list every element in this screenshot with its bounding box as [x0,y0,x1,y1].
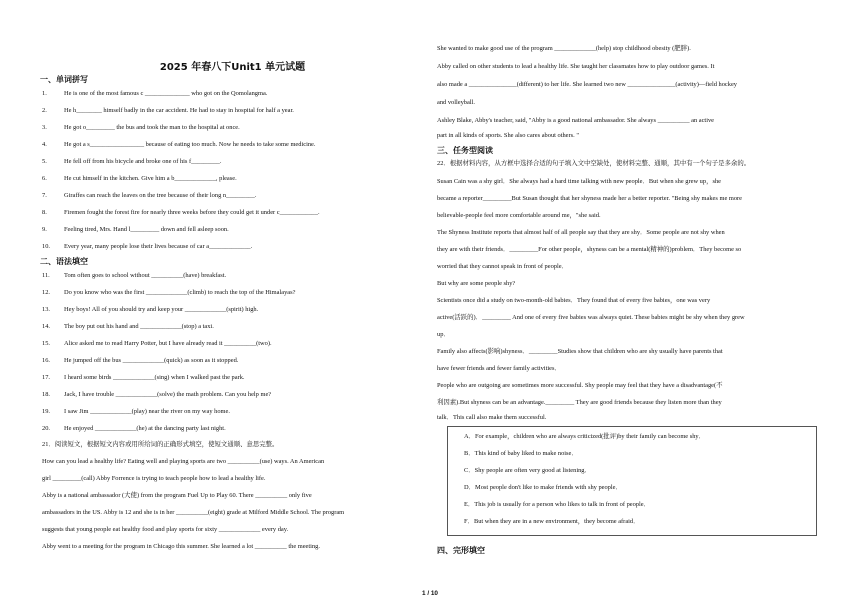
passage-21-line: Abby went to a meeting for the program in Chicago this summer. She learned a lot __________ the meeting. [42,543,320,550]
question-13: 13. Hey boys! All of you should try and keep your _____________(spirit) high. [42,306,259,313]
question-10: 10. Every year, many people lose their lives because of car a_____________. [42,243,253,250]
passage-22-line: But why are some people shy? [437,280,516,287]
section-heading-grammar: 二、语法填空 [40,257,88,266]
question-3: 3. He got o_________ the bus and took the man to the hospital at once. [42,124,240,131]
question-8: 8. Firemen fought the forest fire for nearly three weeks before they could get it under c____________. [42,209,320,216]
passage-21-line: She wanted to make good use of the program _____________(help) stop childhood obesity (肥胖). [437,45,691,52]
passage-21-line: also made a _______________(different) to her life. She learned two new _______________(activity)—field hockey [437,81,737,88]
passage-21-line: Ashley Blake, Abby's teacher, said, "Abby is a good national ambassador. She always __________ an active [437,117,714,124]
passage-22-line: believable-people feel more comfortable around me，"she said. [437,212,601,219]
section-heading-spelling: 一、单词拼写 [40,75,88,84]
question-4: 4. He got a s_________________ because of eating too much. Now he needs to take some medicine. [42,141,316,148]
question-20: 20. He enjoyed _____________(he) at the dancing party last night. [42,425,226,432]
passage-22-line: up． [437,331,450,338]
question-22-instruction: 22．根据材料内容，从方框中选择合适的句子填入文中空缺处，使材料完整、通顺，其中有一个句子是多余的。 [437,160,751,167]
question-12: 12. Do you know who was the first _____________(climb) to reach the top of the Himalayas? [42,289,296,296]
question-16: 16. He jumped off the bus _____________(quick) as soon as it stopped. [42,357,239,364]
question-2: 2. He h________ himself badly in the car accident. He had to stay in hospital for half a year. [42,107,294,114]
question-21-instruction: 21．阅读短文，根据短文内容或用所给词的正确形式填空，使短文通顺、意思完整。 [42,441,279,448]
question-17: 17. I heard some birds _____________(sing) when I walked past the park. [42,374,245,381]
question-7: 7. Giraffes can reach the leaves on the tree because of their long n_________. [42,192,257,199]
page-number: 1 / 10 [422,590,438,597]
passage-22-line: active(活跃的)．_________ And one of every five babies was always quiet. These babies might be shy when they grew [437,314,745,321]
passage-22-line: have fewer friends and fewer family activities． [437,365,561,372]
passage-22-line: worried that they cannot speak in front of people． [437,263,568,270]
passage-22-line: 利因素).But shyness can be an advantage._________ They are good friends because they listen more than they [437,399,722,406]
option-d: D．Most people don't like to make friends with shy people． [464,484,622,491]
passage-22-line: became a reporter_________But Susan thought that her shyness made her a better reporter. "Being shy makes me more [437,195,743,202]
passage-21-line: suggests that young people eat healthy food and play sports for sixty _____________ every day. [42,526,289,533]
question-18: 18. Jack, I have trouble _____________(solve) the math problem. Can you help me? [42,391,272,398]
passage-21-line: Abby is a national ambassador (大使) from the program Fuel Up to Play 60. There __________ only five [42,492,312,499]
passage-22-line: People who are outgoing are sometimes more successful. Shy people may feel that they have a disadvantage(不 [437,382,723,389]
question-5: 5. He fell off from his bicycle and broke one of his f_________. [42,158,222,165]
question-11: 11. Tom often goes to school without __________(have) breakfast. [42,272,227,279]
question-19: 19. I saw Jim _____________(play) near the river on my way home. [42,408,230,415]
question-15: 15. Alice asked me to read Harry Potter, but I have already read it __________(two). [42,340,272,347]
passage-21-line: and volleyball. [437,99,475,106]
option-e: E．This job is usually for a person who likes to talk in front of people． [464,501,651,508]
option-f: F．But when they are in a new environment，they become afraid． [464,518,640,525]
option-c: C．Shy people are often very good at listening． [464,467,591,474]
question-1: 1. He is one of the most famous c ______________ who got on the Qomolangma. [42,90,268,97]
option-b: B．This kind of baby liked to make noise． [464,450,578,457]
passage-21-line: How can you lead a healthy life? Eating well and playing sports are two __________(use) ways. An American [42,458,325,465]
question-6: 6. He cut himself in the kitchen. Give him a b_____________, please. [42,175,237,182]
passage-21-line: girl _________(call) Abby Forrence is trying to teach people how to lead a healthy life. [42,475,266,482]
passage-22-line: Susan Cain was a shy girl．She always had a hard time talking with new people．But when she grew up，she [437,178,721,185]
passage-22-line: The Shyness Institute reports that almost half of all people say that they are shy．Some people are not shy when [437,229,725,236]
options-box [447,426,817,536]
passage-22-line: Family also affects(影响)shyness．_________Studies show that children who are shy usually have parents that [437,348,723,355]
section-heading-cloze: 四、完形填空 [437,546,485,555]
option-a: A．For example，children who are always criticized(批评)by their family can become shy． [464,433,705,440]
passage-21-line: part in all kinds of sports. She also cares about others. " [437,132,579,139]
passage-22-line: Scientists once did a study on two-month-old babies．They found that of every five babies，one was very [437,297,711,304]
passage-22-line: they are with their friends．_________For other people，shyness can be a mental(精神的)problem．They become so [437,246,742,253]
passage-21-line: Abby called on other students to lead a healthy life. She taught her classmates how to play outdoor games. It [437,63,715,70]
question-9: 9. Feeling tired, Mrs. Hand l_________ down and fell asleep soon. [42,226,229,233]
page-title: 2025 年春八下Unit1 单元试题 [159,62,306,73]
section-heading-task-reading: 三、任务型阅读 [437,146,493,155]
question-14: 14. The boy put out his hand and _____________(stop) a taxi. [42,323,214,330]
passage-22-line: talk．This call also make them successful. [437,414,547,421]
passage-21-line: ambassadors in the US. Abby is 12 and she is in her __________(eight) grade at Milford Middle School. The program [42,509,345,516]
